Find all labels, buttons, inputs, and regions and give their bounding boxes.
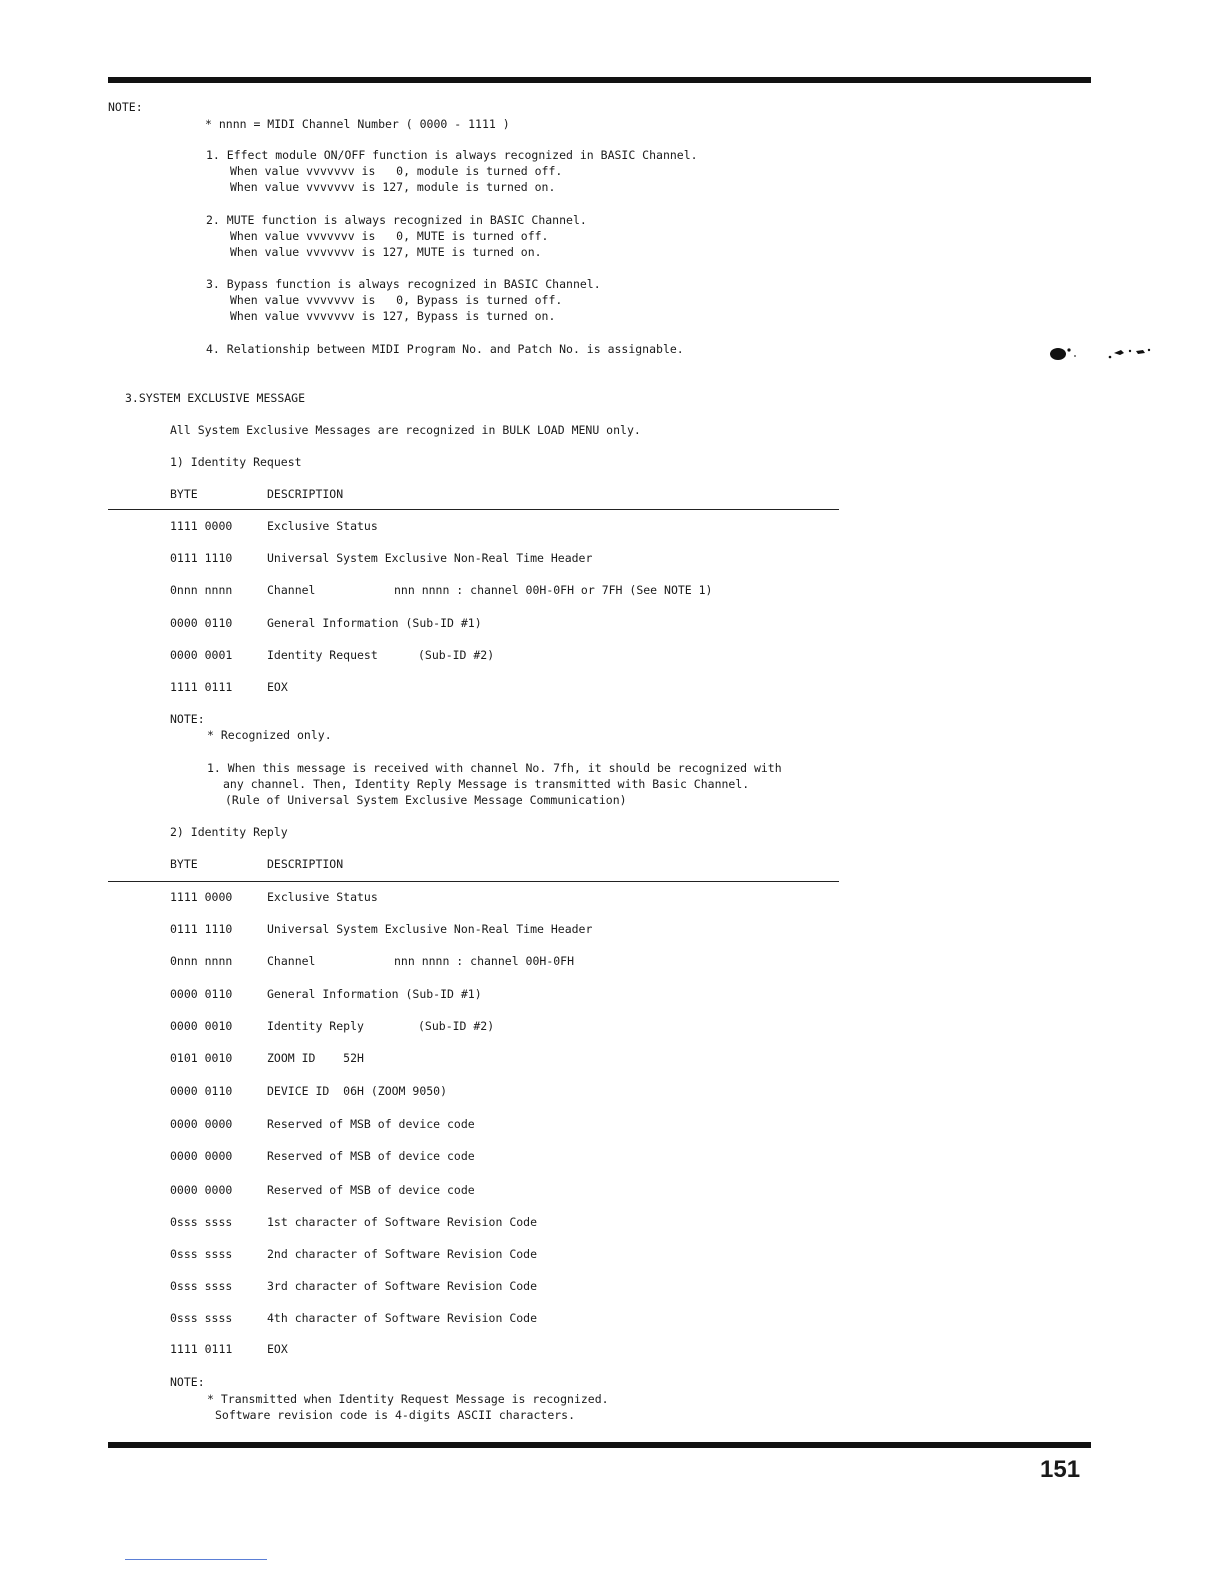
identity-request-col-byte: BYTE (170, 487, 198, 501)
table-row-byte: 0000 0110 (170, 987, 233, 1001)
identity-reply-col-desc: DESCRIPTION (267, 857, 344, 871)
note-item-4: 4. Relationship between MIDI Program No. and Patch No. is assignable. (206, 342, 684, 356)
identity-request-note-line-3: (Rule of Universal System Exclusive Message Communication) (225, 793, 627, 807)
identity-reply-table-rule (108, 881, 839, 882)
table-row-desc: Identity Request (267, 648, 378, 662)
note-item-1-line-2: When value vvvvvvv is 0, module is turned off. (230, 164, 563, 178)
note-item-2-line-1: 2. MUTE function is always recognized in BASIC Channel. (206, 213, 587, 227)
table-row-byte: 1111 0111 (170, 680, 233, 694)
table-row-desc: Universal System Exclusive Non-Real Time Header (267, 551, 593, 565)
note-item-1-line-3: When value vvvvvvv is 127, module is turned on. (230, 180, 556, 194)
note-heading: NOTE: (108, 100, 143, 114)
table-row-byte: 0000 0110 (170, 616, 233, 630)
table-row-byte: 0000 0110 (170, 1084, 233, 1098)
table-row-byte: 1111 0000 (170, 519, 233, 533)
note-item-3-line-3: When value vvvvvvv is 127, Bypass is turned on. (230, 309, 556, 323)
table-row-desc: DEVICE ID 06H (ZOOM 9050) (267, 1084, 448, 1098)
identity-reply-title: 2) Identity Reply (170, 825, 288, 839)
identity-request-note-bullet: * Recognized only. (207, 728, 332, 742)
identity-request-note-line-1: 1. When this message is received with channel No. 7fh, it should be recognized with (207, 761, 782, 775)
table-row-byte: 0nnn nnnn (170, 954, 233, 968)
identity-request-col-desc: DESCRIPTION (267, 487, 344, 501)
scan-specks-graphic (1048, 343, 1158, 365)
identity-reply-note-line-1: * Transmitted when Identity Request Message is recognized. (207, 1392, 609, 1406)
table-row-desc: Identity Reply (267, 1019, 364, 1033)
table-row-byte: 0111 1110 (170, 551, 233, 565)
identity-reply-note-line-2: Software revision code is 4-digits ASCII characters. (215, 1408, 576, 1422)
note-item-2-line-3: When value vvvvvvv is 127, MUTE is turned on. (230, 245, 542, 259)
table-row-extra: (Sub-ID #2) (418, 648, 495, 662)
table-row-desc: Channel (267, 583, 316, 597)
table-row-byte: 0111 1110 (170, 922, 233, 936)
table-row-byte: 1111 0000 (170, 890, 233, 904)
table-row-desc: General Information (Sub-ID #1) (267, 987, 482, 1001)
table-row-desc: ZOOM ID 52H (267, 1051, 364, 1065)
table-row-desc: EOX (267, 1342, 288, 1356)
table-row-byte: 0101 0010 (170, 1051, 233, 1065)
table-row-desc: Exclusive Status (267, 519, 378, 533)
table-row-desc: 4th character of Software Revision Code (267, 1311, 538, 1325)
table-row-byte: 0000 0001 (170, 648, 233, 662)
table-row-byte: 0sss ssss (170, 1215, 233, 1229)
table-row-desc: General Information (Sub-ID #1) (267, 616, 482, 630)
table-row-byte: 0000 0000 (170, 1149, 233, 1163)
table-row-extra: nnn nnnn : channel 00H-0FH (394, 954, 575, 968)
note-item-3-line-1: 3. Bypass function is always recognized in BASIC Channel. (206, 277, 601, 291)
identity-reply-note-heading: NOTE: (170, 1375, 205, 1389)
note-bullet: * nnnn = MIDI Channel Number ( 0000 - 1111 ) (205, 117, 510, 131)
bottom-rule (108, 1442, 1091, 1448)
table-row-byte: 0sss ssss (170, 1247, 233, 1261)
table-row-desc: Universal System Exclusive Non-Real Time Header (267, 922, 593, 936)
note-item-3-line-2: When value vvvvvvv is 0, Bypass is turned off. (230, 293, 563, 307)
table-row-byte: 0nnn nnnn (170, 583, 233, 597)
table-row-byte: 0sss ssss (170, 1311, 233, 1325)
identity-reply-col-byte: BYTE (170, 857, 198, 871)
table-row-byte: 0000 0010 (170, 1019, 233, 1033)
sysex-intro: All System Exclusive Messages are recognized in BULK LOAD MENU only. (170, 423, 641, 437)
table-row-extra: (Sub-ID #2) (418, 1019, 495, 1033)
table-row-desc: 2nd character of Software Revision Code (267, 1247, 538, 1261)
table-row-byte: 1111 0111 (170, 1342, 233, 1356)
table-row-desc: 3rd character of Software Revision Code (267, 1279, 538, 1293)
table-row-desc: Channel (267, 954, 316, 968)
table-row-desc: 1st character of Software Revision Code (267, 1215, 538, 1229)
table-row-desc: Reserved of MSB of device code (267, 1117, 475, 1131)
page-number: 151 (1040, 1456, 1081, 1483)
identity-request-table-rule (108, 509, 839, 510)
identity-request-title: 1) Identity Request (170, 455, 302, 469)
table-row-desc: Reserved of MSB of device code (267, 1149, 475, 1163)
identity-request-note-line-2: any channel. Then, Identity Reply Message is transmitted with Basic Channel. (223, 777, 750, 791)
note-item-2-line-2: When value vvvvvvv is 0, MUTE is turned off. (230, 229, 549, 243)
sysex-heading: 3.SYSTEM EXCLUSIVE MESSAGE (125, 391, 306, 405)
identity-request-note-heading: NOTE: (170, 712, 205, 726)
table-row-byte: 0000 0000 (170, 1183, 233, 1197)
bottom-underline-mark (125, 1559, 267, 1560)
top-rule (108, 77, 1091, 83)
note-item-1-line-1: 1. Effect module ON/OFF function is always recognized in BASIC Channel. (206, 148, 698, 162)
table-row-desc: Reserved of MSB of device code (267, 1183, 475, 1197)
table-row-byte: 0000 0000 (170, 1117, 233, 1131)
table-row-extra: nnn nnnn : channel 00H-0FH or 7FH (See NOTE 1) (394, 583, 713, 597)
table-row-byte: 0sss ssss (170, 1279, 233, 1293)
table-row-desc: EOX (267, 680, 288, 694)
table-row-desc: Exclusive Status (267, 890, 378, 904)
